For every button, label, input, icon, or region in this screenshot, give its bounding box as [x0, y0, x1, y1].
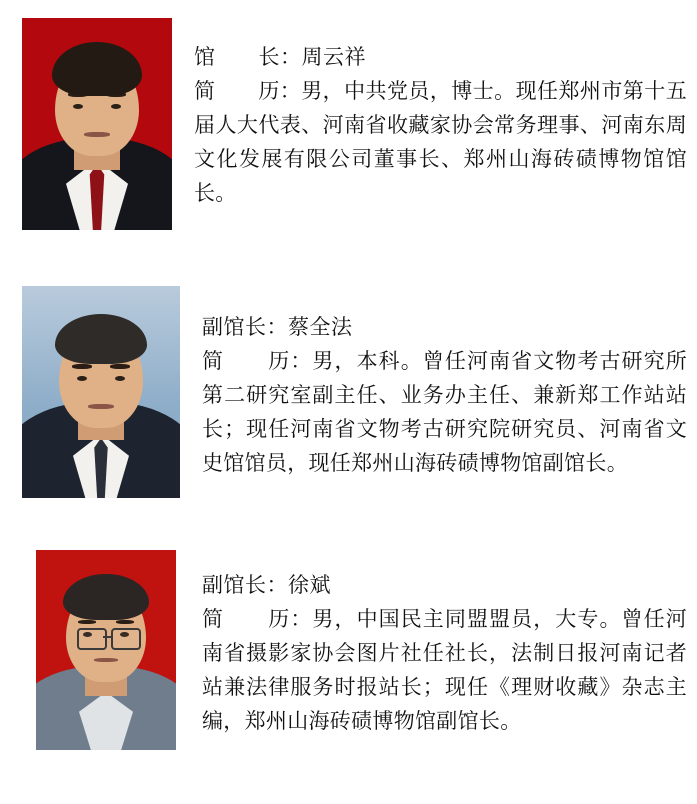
bio-label: 简 历：	[194, 79, 302, 103]
bio-text: 男，中国民主同盟盟员，大专。曾任河南省摄影家协会图片社任社长，法制日报河南记者站兼法律服务时报站长；现任《理财收藏》杂志主编，郑州山海砖碛博物馆副馆长。	[202, 607, 687, 733]
role-line: 馆 长：周云祥	[194, 45, 366, 69]
hair-shape	[52, 42, 142, 96]
eyebrow-right	[116, 620, 134, 624]
bio-paragraph	[202, 344, 687, 480]
leader-entry	[0, 0, 697, 230]
eye-right	[111, 104, 121, 109]
portrait-photo-2	[22, 286, 180, 498]
leader-text-block-1	[172, 18, 687, 210]
bio-text: 男，中共党员，博士。现任郑州市第十五届人大代表、河南省收藏家协会常务理事、河南东周文化发展有限公司董事长、郑州山海砖碛博物馆馆长。	[194, 79, 687, 205]
bio-label: 简 历：	[202, 349, 313, 373]
glasses-icon	[77, 628, 107, 650]
eyebrow-left	[72, 364, 92, 369]
bio-paragraph	[202, 602, 687, 738]
portrait-photo-1	[22, 18, 172, 230]
leader-text-block-2	[180, 286, 687, 480]
bio-label: 简 历：	[202, 607, 313, 631]
eye-right	[115, 376, 125, 381]
hair-shape	[63, 574, 149, 620]
glasses-bridge-icon	[103, 636, 113, 638]
mouth	[94, 658, 118, 662]
eye-left	[73, 104, 83, 109]
mouth	[84, 132, 110, 137]
leader-entry	[0, 230, 697, 498]
eye-left	[77, 376, 87, 381]
eyebrow-right	[110, 364, 130, 369]
portrait-photo-3	[36, 550, 176, 750]
mouth	[88, 404, 114, 409]
bio-text: 男，本科。曾任河南省文物考古研究所第二研究室副主任、业务办主任、兼新郑工作站站长；现任河南省文物考古研究院研究员、河南省文史馆馆员，现任郑州山海砖碛博物馆副馆长。	[202, 349, 687, 475]
leader-entry	[0, 498, 697, 750]
glasses-icon	[111, 628, 141, 650]
leader-text-block-3	[176, 550, 687, 738]
role-line: 副馆长：徐斌	[202, 573, 331, 597]
hair-shape	[55, 314, 147, 364]
bio-paragraph	[194, 74, 687, 210]
eyebrow-left	[78, 620, 96, 624]
role-line: 副馆长：蔡全法	[202, 315, 353, 339]
